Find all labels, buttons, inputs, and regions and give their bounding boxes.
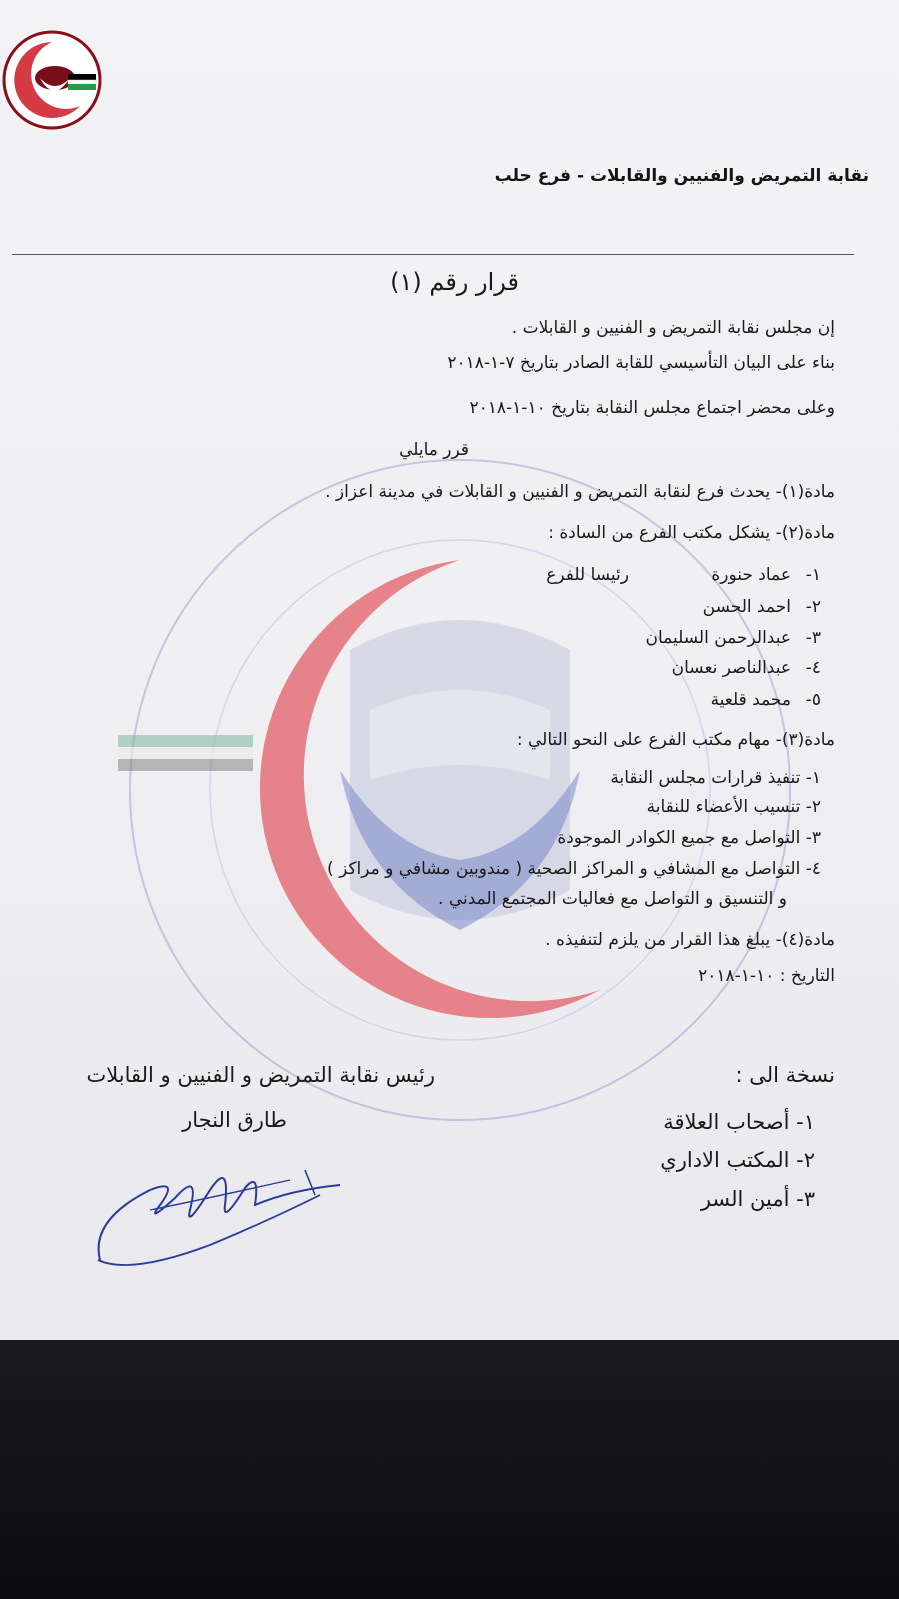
task-item-continuation: و التنسيق و التواصل مع فعاليات المجتمع المدني . <box>438 889 787 909</box>
decision-date: التاريخ : ١٠-١-٢٠١٨ <box>698 966 835 986</box>
preamble-resolution: قرر مايلي <box>399 440 469 460</box>
member-name: محمد قلعية <box>710 690 791 710</box>
copy-recipient: ١- أصحاب العلاقة <box>663 1110 815 1134</box>
header-divider <box>12 254 854 255</box>
article-3-heading: مادة(٣)- مهام مكتب الفرع على النحو التالي : <box>516 730 835 750</box>
preamble-line-3: وعلى محضر اجتماع مجلس النقابة بتاريخ ١٠-١-٢٠١٨ <box>469 398 835 418</box>
task-item: ٢- تنسيب الأعضاء للنقابة <box>646 797 821 817</box>
article-2-heading: مادة(٢)- يشكل مكتب الفرع من السادة : <box>548 523 835 543</box>
member-name: احمد الحسن <box>702 597 791 617</box>
copy-recipient: ٣- أمين السر <box>700 1187 815 1211</box>
preamble-line-1: إن مجلس نقابة التمريض و الفنيين و القابلات . <box>511 318 835 338</box>
article-4: مادة(٤)- يبلغ هذا القرار من يلزم لتنفيذه . <box>545 930 835 950</box>
member-number: ١- <box>805 565 821 585</box>
member-number: ٤- <box>805 658 821 678</box>
background-surface <box>0 1340 899 1599</box>
header-organization-name: نقابة التمريض والفنيين والقابلات - فرع حلب <box>494 166 869 186</box>
member-name: عبدالرحمن السليمان <box>645 628 791 648</box>
task-item: ١- تنفيذ قرارات مجلس النقابة <box>610 768 821 788</box>
member-name: عبدالناصر نعسان <box>671 658 791 678</box>
member-number: ٣- <box>805 628 821 648</box>
signatory-name: طارق النجار <box>182 1108 287 1132</box>
member-role: رئيسا للفرع <box>546 565 629 585</box>
task-item: ٤- التواصل مع المشافي و المراكز الصحية ( مندوبين مشافي و مراكز ) <box>327 859 821 879</box>
member-number: ٥- <box>805 690 821 710</box>
task-item: ٣- التواصل مع جميع الكوادر الموجودة <box>557 828 821 848</box>
preamble-line-2: بناء على البيان التأسيسي للقابة الصادر بتاريخ ٧-١-٢٠١٨ <box>447 353 835 373</box>
copy-recipient: ٢- المكتب الاداري <box>660 1148 815 1172</box>
decision-title: قرار رقم (١) <box>390 268 519 296</box>
syndicate-logo-icon <box>0 28 105 133</box>
member-name: عماد حنورة <box>711 565 791 585</box>
copies-heading: نسخة الى : <box>735 1063 835 1087</box>
signatory-title: رئيس نقابة التمريض و الفنيين و القابلات <box>86 1063 435 1087</box>
member-number: ٢- <box>805 597 821 617</box>
signature-scribble-icon <box>90 1150 360 1280</box>
article-1: مادة(١)- يحدث فرع لنقابة التمريض و الفنيين و القابلات في مدينة اعزاز . <box>325 482 835 502</box>
